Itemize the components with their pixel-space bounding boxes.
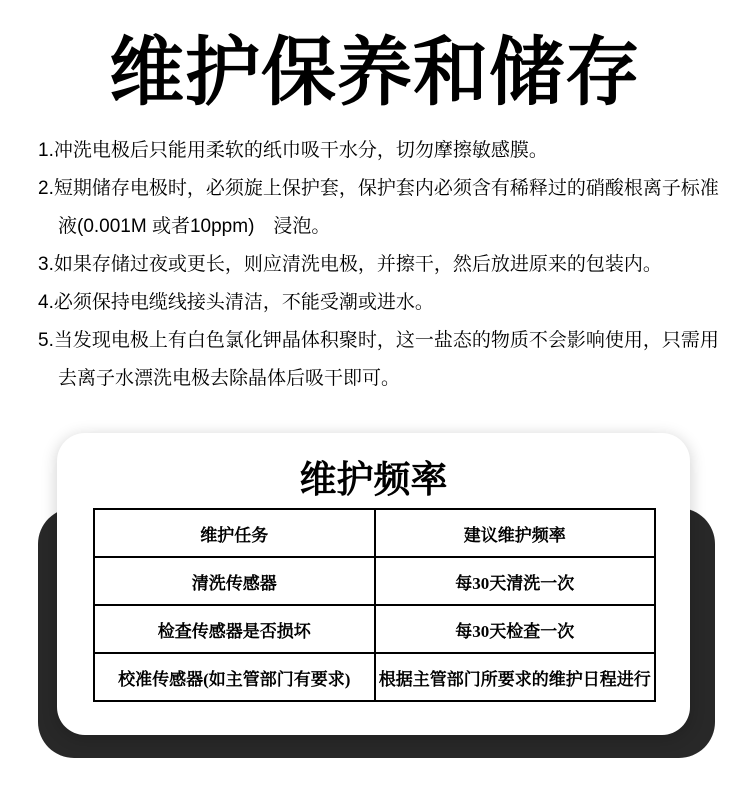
column-header-task: 维护任务 — [94, 509, 375, 557]
frequency-cell: 每30天清洗一次 — [375, 557, 656, 605]
instruction-line-continued: 去离子水漂洗电极去除晶体后吸干即可。 — [58, 368, 401, 389]
instruction-line: 4.必须保持电缆线接头清洁，不能受潮或进水。 — [38, 292, 434, 313]
instruction-line: 1.冲洗电极后只能用柔软的纸巾吸干水分，切勿摩擦敏感膜。 — [38, 140, 548, 161]
instruction-line-continued: 液(0.001M 或者10ppm) 浸泡。 — [58, 216, 331, 237]
task-cell: 校准传感器(如主管部门有要求) — [94, 653, 375, 701]
task-cell: 检查传感器是否损坏 — [94, 605, 375, 653]
maintenance-frequency-card — [57, 433, 690, 735]
frequency-cell: 每30天检查一次 — [375, 605, 656, 653]
task-cell: 清洗传感器 — [94, 557, 375, 605]
column-header-frequency: 建议维护频率 — [375, 509, 656, 557]
table-row — [94, 605, 655, 653]
table-header-row — [94, 509, 655, 557]
card-title: 维护频率 — [299, 460, 448, 501]
table-row — [94, 557, 655, 605]
maintenance-frequency-table — [93, 508, 656, 702]
list-item — [38, 322, 730, 398]
list-item — [38, 284, 730, 322]
instruction-line: 5.当发现电极上有白色氯化钾晶体积聚时，这一盐态的物质不会影响使用，只需用 — [38, 330, 719, 351]
frequency-cell: 根据主管部门所要求的维护日程进行 — [375, 653, 656, 701]
table-row — [94, 653, 655, 701]
list-item — [38, 246, 730, 284]
instructions-list — [38, 132, 730, 398]
page-title: 维护保养和储存 — [108, 30, 641, 114]
instruction-line: 3.如果存储过夜或更长，则应清洗电极，并擦干，然后放进原来的包装内。 — [38, 254, 662, 275]
instruction-line: 2.短期储存电极时，必须旋上保护套，保护套内必须含有稀释过的硝酸根离子标准 — [38, 178, 719, 199]
list-item — [38, 132, 730, 170]
list-item — [38, 170, 730, 246]
